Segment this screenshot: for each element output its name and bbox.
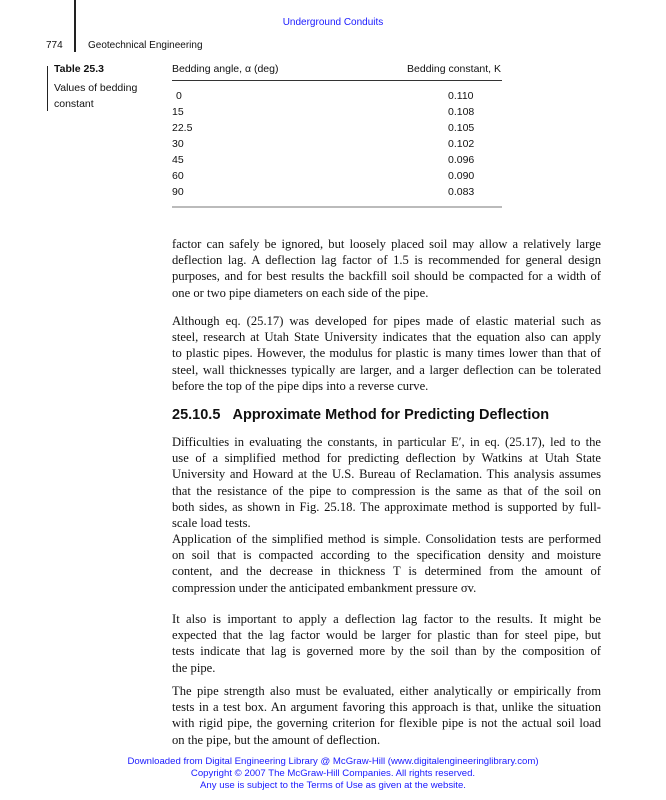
- cell-constant: 0.110: [448, 90, 474, 102]
- text-line: purposes, and for best results the backfill soil should be compacted for a width of: [172, 269, 601, 284]
- paragraph: [172, 236, 601, 301]
- text-line: expected that the lag factor would be larger for plastic than for steel pipe, but: [172, 628, 601, 643]
- cell-constant: 0.105: [448, 122, 475, 134]
- page-number: 774: [46, 40, 63, 51]
- paragraph: [172, 611, 601, 676]
- text-line: one or two pipe diameters on each side of the pipe.: [172, 285, 429, 300]
- text-line: University and Howard at the U.S. Bureau of Reclamation. This analysis assumes: [172, 467, 601, 482]
- book-title: Geotechnical Engineering: [88, 40, 203, 51]
- text-line: with rigid pipe, the governing criterion for flexible pipe is not the actual soil load: [172, 716, 601, 731]
- text-line: before the top of the pipe dips into a reverse curve.: [172, 378, 429, 393]
- text-line: tests indicate that lag is governed more by the soil than by the composition of: [172, 644, 601, 659]
- text-line: on soil that is compacted according to the specification density and moisture: [172, 548, 601, 563]
- cell-constant: 0.108: [448, 106, 475, 118]
- section-title: Approximate Method for Predicting Deflection: [232, 407, 550, 423]
- text-line: steel, research at Utah State University indicates that the equation also can apply: [172, 330, 601, 345]
- text-line: use of a simplified method for predicting deflection by Watkins at Utah State: [172, 451, 601, 466]
- text-line: Although eq. (25.17) was developed for pipes made of elastic material such as: [172, 314, 601, 328]
- cell-angle: 15: [172, 106, 184, 118]
- footer-copyright: Copyright © 2007 The McGraw-Hill Companies. All rights reserved.: [190, 768, 476, 779]
- text-line: the pipe.: [172, 660, 216, 675]
- text-line: to plastic pipes. However, the modulus for plastic is many times lower than that of: [172, 346, 601, 361]
- text-line: both sides, as shown in Fig. 25.18. The approximate method is supported by full-: [172, 499, 601, 514]
- cell-constant: 0.096: [448, 154, 475, 166]
- text-line: deflection lag. A deflection lag factor of 1.5 is recommended for general design: [172, 253, 601, 268]
- text-line: content, and the decrease in thickness T is determined from the amount of: [172, 564, 601, 579]
- cell-angle: 0: [176, 90, 182, 102]
- text-line: Difficulties in evaluating the constants, in particular E′, in eq. (25.17), led to the: [172, 435, 601, 449]
- footer-terms-link[interactable]: Any use is subject to the Terms of Use as given at the website.: [200, 780, 466, 791]
- text-line: It also is important to apply a deflection lag factor to the results. It might be: [172, 612, 601, 626]
- section-heading: [172, 407, 549, 423]
- text-line: steel, wall thicknesses typically are larger, and a larger deflection can be tolerated: [172, 362, 601, 377]
- cell-constant: 0.090: [448, 170, 475, 182]
- paragraph: [172, 683, 601, 748]
- section-number: 25.10.5: [172, 407, 221, 423]
- cell-constant: 0.102: [448, 138, 475, 150]
- table-caption-rule: [47, 66, 48, 111]
- table-header-rule: [172, 80, 502, 81]
- table-caption: [54, 80, 137, 112]
- cell-angle: 45: [172, 154, 184, 166]
- cell-angle: 30: [172, 138, 184, 150]
- text-line: tests in a test box. An argument favoring this approach is that, unlike the situation: [172, 700, 601, 715]
- cell-angle: 22.5: [172, 122, 193, 134]
- text-line: factor can safely be ignored, but loosely placed soil may allow a relatively large: [172, 237, 601, 251]
- paragraph: [172, 313, 601, 394]
- text-line: compression under the anticipated embankment pressure σv.: [172, 580, 477, 595]
- column-header-angle: Bedding angle, α (deg): [172, 63, 279, 75]
- footer-download-link[interactable]: Downloaded from Digital Engineering Library @ McGraw-Hill (www.digitalengineeringlibrary.com): [127, 756, 539, 767]
- paragraph: [172, 531, 601, 596]
- caption-line: constant: [54, 98, 94, 110]
- text-line: that the resistance of the pipe to compression is the same as that of the soil on: [172, 483, 601, 498]
- caption-line: Values of bedding: [54, 82, 138, 94]
- text-line: on the pipe, but the amount of deflection.: [172, 732, 381, 747]
- text-line: Application of the simplified method is simple. Consolidation tests are performed: [172, 532, 601, 546]
- cell-constant: 0.083: [448, 186, 475, 198]
- cell-angle: 90: [172, 186, 184, 198]
- table-bottom-rule: [172, 206, 502, 208]
- text-line: The pipe strength also must be evaluated, either analytically or empirically from: [172, 684, 601, 698]
- text-line: scale load tests.: [172, 515, 251, 530]
- column-header-constant: Bedding constant, K: [407, 63, 501, 75]
- cell-angle: 60: [172, 170, 184, 182]
- paragraph: [172, 434, 601, 531]
- table-label: Table 25.3: [54, 63, 104, 75]
- chapter-title-link[interactable]: Underground Conduits: [282, 17, 384, 28]
